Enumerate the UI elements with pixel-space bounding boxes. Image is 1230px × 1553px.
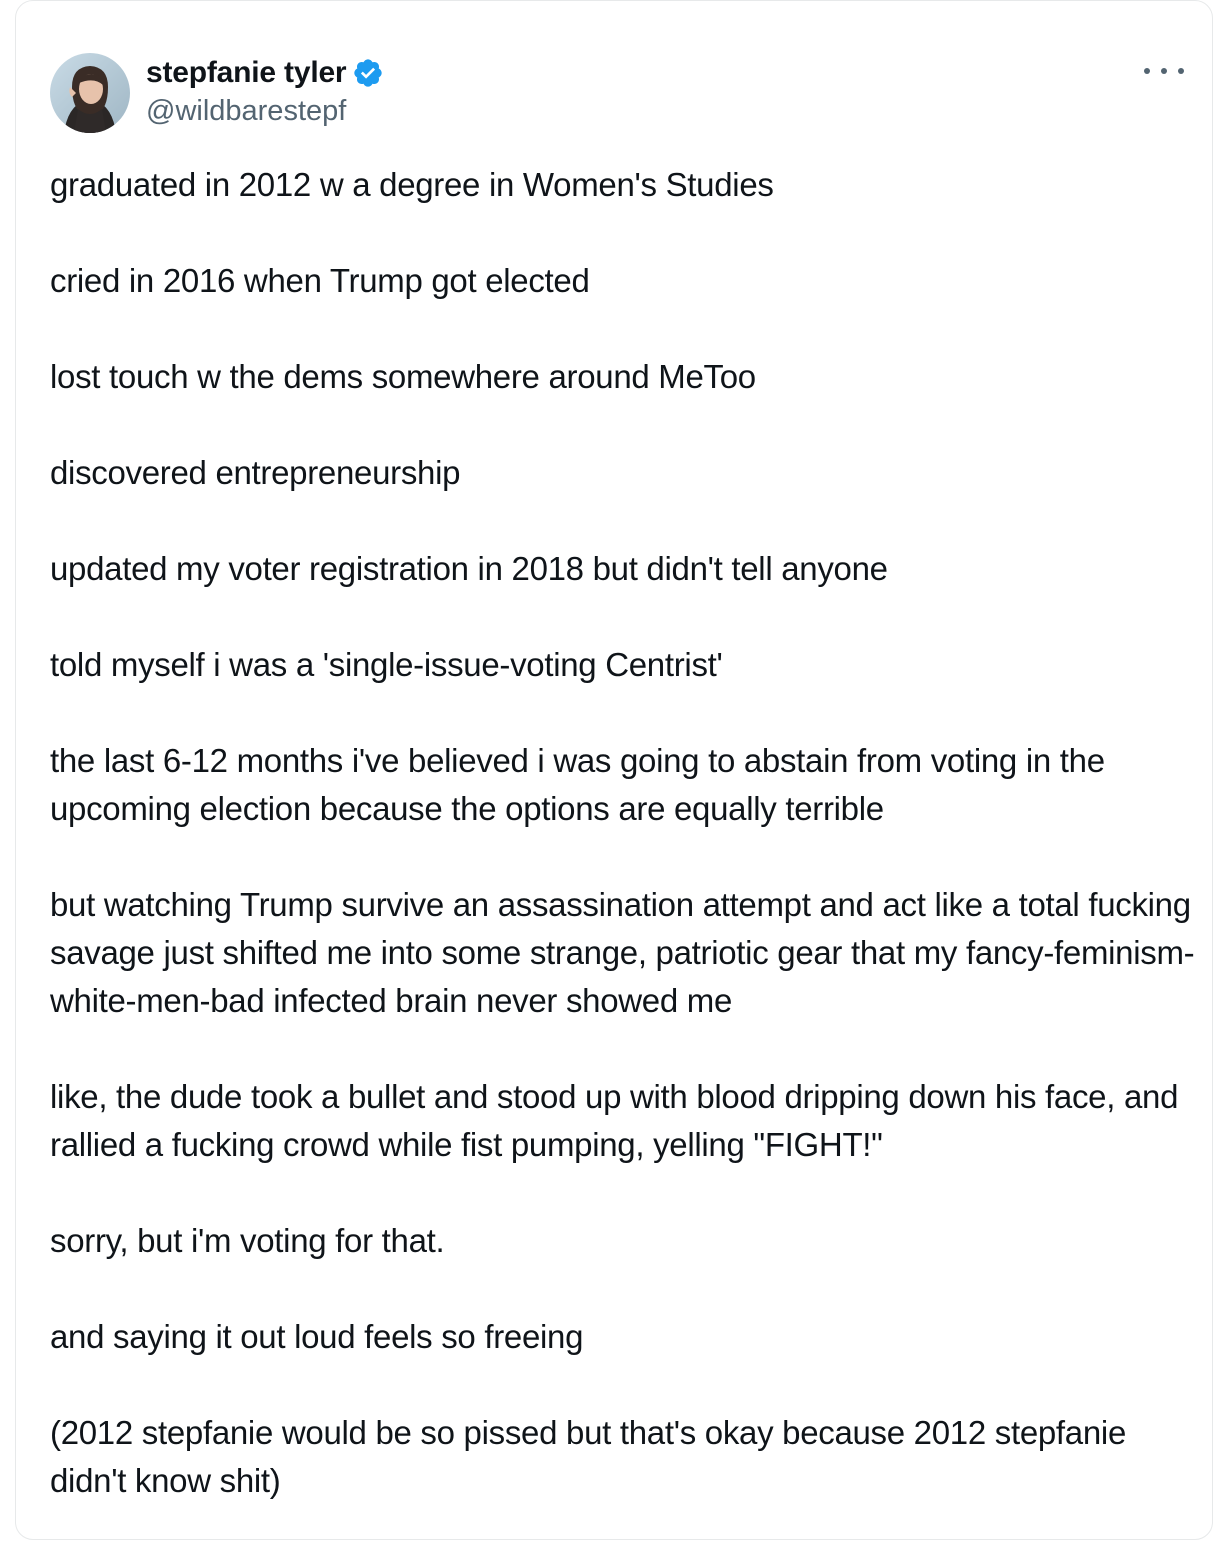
tweet-paragraph: cried in 2016 when Trump got elected (50, 262, 590, 299)
tweet-paragraph: updated my voter registration in 2018 but didn't tell anyone (50, 550, 888, 587)
tweet-paragraph: graduated in 2012 w a degree in Women's Studies (50, 166, 774, 203)
tweet-paragraph: lost touch w the dems somewhere around MeToo (50, 358, 756, 395)
avatar[interactable] (50, 53, 130, 133)
more-options-icon[interactable] (1144, 59, 1184, 83)
tweet-card (15, 0, 1213, 1540)
tweet-paragraph: told myself i was a 'single-issue-voting Centrist' (50, 646, 723, 683)
author-handle[interactable]: @wildbarestepf (146, 95, 347, 127)
tweet-text (50, 161, 1200, 1553)
dot (1161, 68, 1167, 74)
verified-badge-icon (352, 57, 384, 89)
tweet-paragraph: but watching Trump survive an assassination attempt and act like a total fucking savage just shifted me into some strange, patriotic gear that my fancy-feminism-white-men-bad infected brain never showed me (50, 886, 1195, 1019)
tweet-paragraph: the last 6-12 months i've believed i was going to abstain from voting in the upcoming election because the options are equally terrible (50, 742, 1105, 827)
avatar-image (50, 53, 130, 133)
dot (1144, 68, 1150, 74)
tweet-paragraph: sorry, but i'm voting for that. (50, 1222, 445, 1259)
tweet-paragraph: (2012 stepfanie would be so pissed but that's okay because 2012 stepfanie didn't know shit) (50, 1414, 1126, 1499)
tweet-paragraph: discovered entrepreneurship (50, 454, 461, 491)
display-name[interactable]: stepfanie tyler (146, 56, 347, 89)
tweet-paragraph: and saying it out loud feels so freeing (50, 1318, 584, 1355)
author-name-row[interactable] (146, 55, 384, 91)
tweet-paragraph: like, the dude took a bullet and stood up with blood dripping down his face, and rallied a fucking crowd while fist pumping, yelling "FIGHT!" (50, 1078, 1179, 1163)
dot (1178, 68, 1184, 74)
